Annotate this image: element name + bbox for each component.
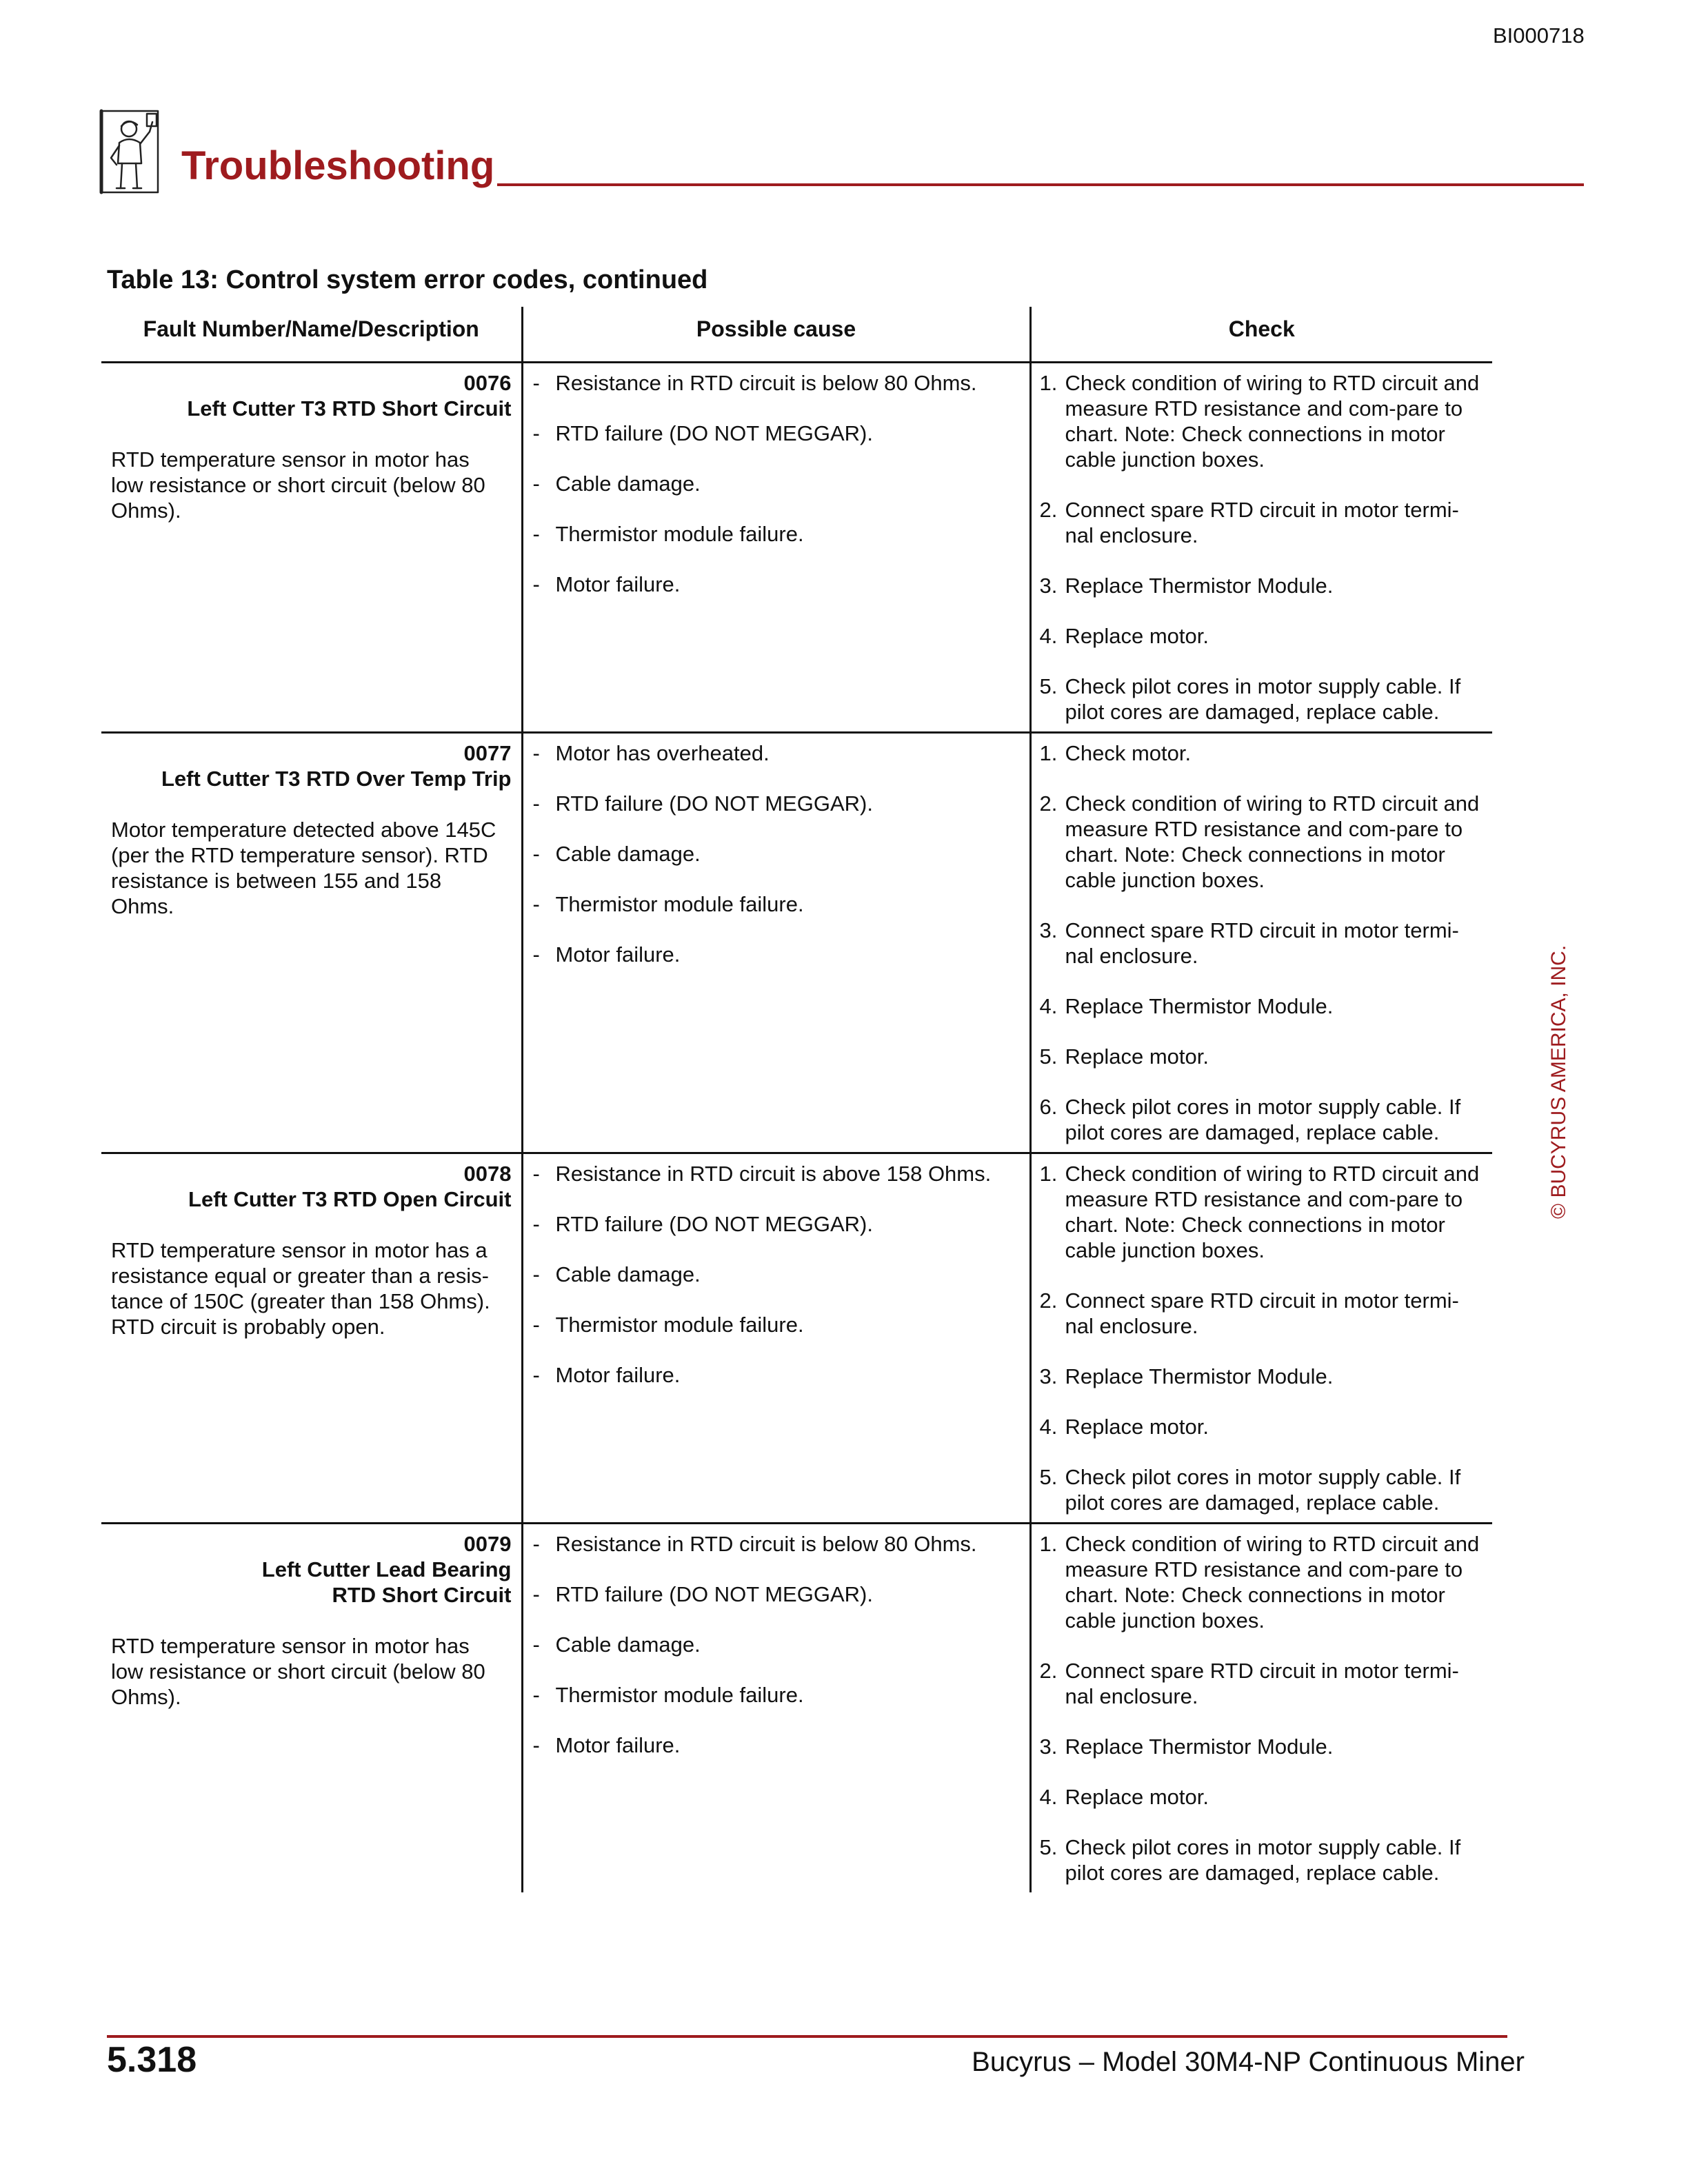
list-item: 5. Check pilot cores in motor supply cable. If pilot cores are damaged, replace cable. bbox=[1039, 674, 1461, 724]
list-item: 5. Replace motor. bbox=[1039, 1044, 1209, 1069]
list-item: - Motor failure. bbox=[532, 1363, 681, 1387]
list-item: - Thermistor module failure. bbox=[532, 892, 804, 916]
list-item: - Motor failure. bbox=[532, 572, 681, 596]
fault-number: 0076 bbox=[463, 371, 512, 395]
list-item: - Motor failure. bbox=[532, 942, 681, 967]
check-list bbox=[1032, 1524, 1493, 1892]
list-item: 4. Replace motor. bbox=[1039, 1415, 1209, 1439]
list-item: - Resistance in RTD circuit is above 158 Ohms. bbox=[532, 1162, 992, 1186]
list-item: 4. Replace Thermistor Module. bbox=[1039, 994, 1334, 1018]
list-item: 2. Check condition of wiring to RTD circuit and measure RTD resistance and com-pare to chart. Note: Check connections in motor cable junction boxes. bbox=[1039, 791, 1480, 892]
check-list bbox=[1032, 363, 1493, 731]
fault-number: 0079 bbox=[463, 1532, 512, 1556]
document-id: BI000718 bbox=[1493, 23, 1585, 48]
list-item: 3. Replace Thermistor Module. bbox=[1039, 1364, 1334, 1388]
copyright-notice: © BUCYRUS AMERICA, INC. bbox=[1547, 944, 1570, 1219]
list-item: - RTD failure (DO NOT MEGGAR). bbox=[532, 421, 873, 445]
table-row bbox=[101, 733, 1492, 1153]
list-item: 2. Connect spare RTD circuit in motor termi-nal enclosure. bbox=[1039, 498, 1459, 547]
list-item: - Thermistor module failure. bbox=[532, 522, 804, 546]
fault-cell bbox=[101, 1524, 521, 1726]
fault-description: Motor temperature detected above 145C (per the RTD temperature sensor). RTD resistance is between 155 and 158 Ohms. bbox=[111, 818, 496, 918]
list-item: 3. Replace Thermistor Module. bbox=[1039, 574, 1334, 598]
list-item: 6. Check pilot cores in motor supply cable. If pilot cores are damaged, replace cable. bbox=[1039, 1095, 1461, 1144]
table-row bbox=[101, 1153, 1492, 1524]
list-item: - Thermistor module failure. bbox=[532, 1313, 804, 1337]
technician-with-clipboard-icon bbox=[99, 107, 161, 196]
table-row bbox=[101, 1524, 1492, 1893]
cause-list bbox=[523, 1154, 1029, 1388]
list-item: 4. Replace motor. bbox=[1039, 1785, 1209, 1809]
list-item: - RTD failure (DO NOT MEGGAR). bbox=[532, 1212, 873, 1236]
list-item: 1. Check condition of wiring to RTD circuit and measure RTD resistance and com-pare to chart. Note: Check connections in motor cable junction boxes. bbox=[1039, 371, 1480, 472]
fault-description: RTD temperature sensor in motor has low resistance or short circuit (below 80 Ohms). bbox=[111, 1634, 485, 1709]
fault-number: 0077 bbox=[463, 741, 512, 765]
list-item: 5. Check pilot cores in motor supply cable. If pilot cores are damaged, replace cable. bbox=[1039, 1465, 1461, 1515]
list-item: 3. Replace Thermistor Module. bbox=[1039, 1735, 1334, 1759]
cause-list bbox=[523, 363, 1029, 597]
fault-number: 0078 bbox=[463, 1162, 512, 1186]
fault-name: Left Cutter T3 RTD Short Circuit bbox=[187, 396, 512, 421]
footer-title: Bucyrus – Model 30M4-NP Continuous Miner bbox=[972, 2047, 1525, 2077]
fault-name: Left Cutter T3 RTD Open Circuit bbox=[188, 1187, 512, 1211]
list-item: - Cable damage. bbox=[532, 1262, 701, 1286]
list-item: 3. Connect spare RTD circuit in motor termi-nal enclosure. bbox=[1039, 918, 1459, 968]
column-header-cause: Possible cause bbox=[522, 307, 1030, 363]
list-item: - Resistance in RTD circuit is below 80 Ohms. bbox=[532, 371, 977, 395]
section-header bbox=[99, 107, 1486, 200]
page-number: 5.318 bbox=[107, 2040, 197, 2080]
list-item: - Motor failure. bbox=[532, 1733, 681, 1757]
list-item: 2. Connect spare RTD circuit in motor termi-nal enclosure. bbox=[1039, 1659, 1459, 1708]
fault-name-line-2: RTD Short Circuit bbox=[332, 1583, 512, 1607]
list-item: - Cable damage. bbox=[532, 1632, 701, 1657]
column-header-check: Check bbox=[1030, 307, 1492, 363]
list-item: - Cable damage. bbox=[532, 472, 701, 496]
fault-cell bbox=[101, 1154, 521, 1356]
list-item: 4. Replace motor. bbox=[1039, 624, 1209, 648]
list-item: - RTD failure (DO NOT MEGGAR). bbox=[532, 791, 873, 816]
list-item: 2. Connect spare RTD circuit in motor termi-nal enclosure. bbox=[1039, 1288, 1459, 1338]
fault-cell bbox=[101, 734, 521, 936]
list-item: - Cable damage. bbox=[532, 842, 701, 866]
footer-divider bbox=[107, 2035, 1507, 2038]
fault-description: RTD temperature sensor in motor has low resistance or short circuit (below 80 Ohms). bbox=[111, 447, 485, 523]
column-header-fault: Fault Number/Name/Description bbox=[101, 307, 522, 363]
cause-list bbox=[523, 1524, 1029, 1758]
list-item: - Thermistor module failure. bbox=[532, 1683, 804, 1707]
check-list bbox=[1032, 1154, 1493, 1522]
check-list bbox=[1032, 734, 1493, 1152]
list-item: - Motor has overheated. bbox=[532, 741, 770, 765]
table-caption: Table 13: Control system error codes, continued bbox=[107, 265, 708, 294]
section-title: Troubleshooting bbox=[181, 143, 495, 188]
table-row bbox=[101, 363, 1492, 733]
fault-name: Left Cutter Lead Bearing bbox=[261, 1557, 512, 1581]
list-item: - RTD failure (DO NOT MEGGAR). bbox=[532, 1582, 873, 1606]
fault-cell bbox=[101, 363, 521, 540]
list-item: 1. Check condition of wiring to RTD circuit and measure RTD resistance and com-pare to chart. Note: Check connections in motor cable junction boxes. bbox=[1039, 1162, 1480, 1262]
list-item: - Resistance in RTD circuit is below 80 Ohms. bbox=[532, 1532, 977, 1556]
fault-name: Left Cutter T3 RTD Over Temp Trip bbox=[161, 767, 512, 791]
error-codes-table bbox=[101, 307, 1492, 1892]
list-item: 1. Check condition of wiring to RTD circuit and measure RTD resistance and com-pare to chart. Note: Check connections in motor cable junction boxes. bbox=[1039, 1532, 1480, 1632]
fault-description: RTD temperature sensor in motor has a resistance equal or greater than a resis-tance of 150C (greater than 158 Ohms). RTD circuit is probably open. bbox=[111, 1238, 490, 1339]
title-underline bbox=[497, 183, 1584, 186]
list-item: 5. Check pilot cores in motor supply cable. If pilot cores are damaged, replace cable. bbox=[1039, 1835, 1461, 1885]
list-item: 1. Check motor. bbox=[1039, 741, 1192, 765]
cause-list bbox=[523, 734, 1029, 967]
